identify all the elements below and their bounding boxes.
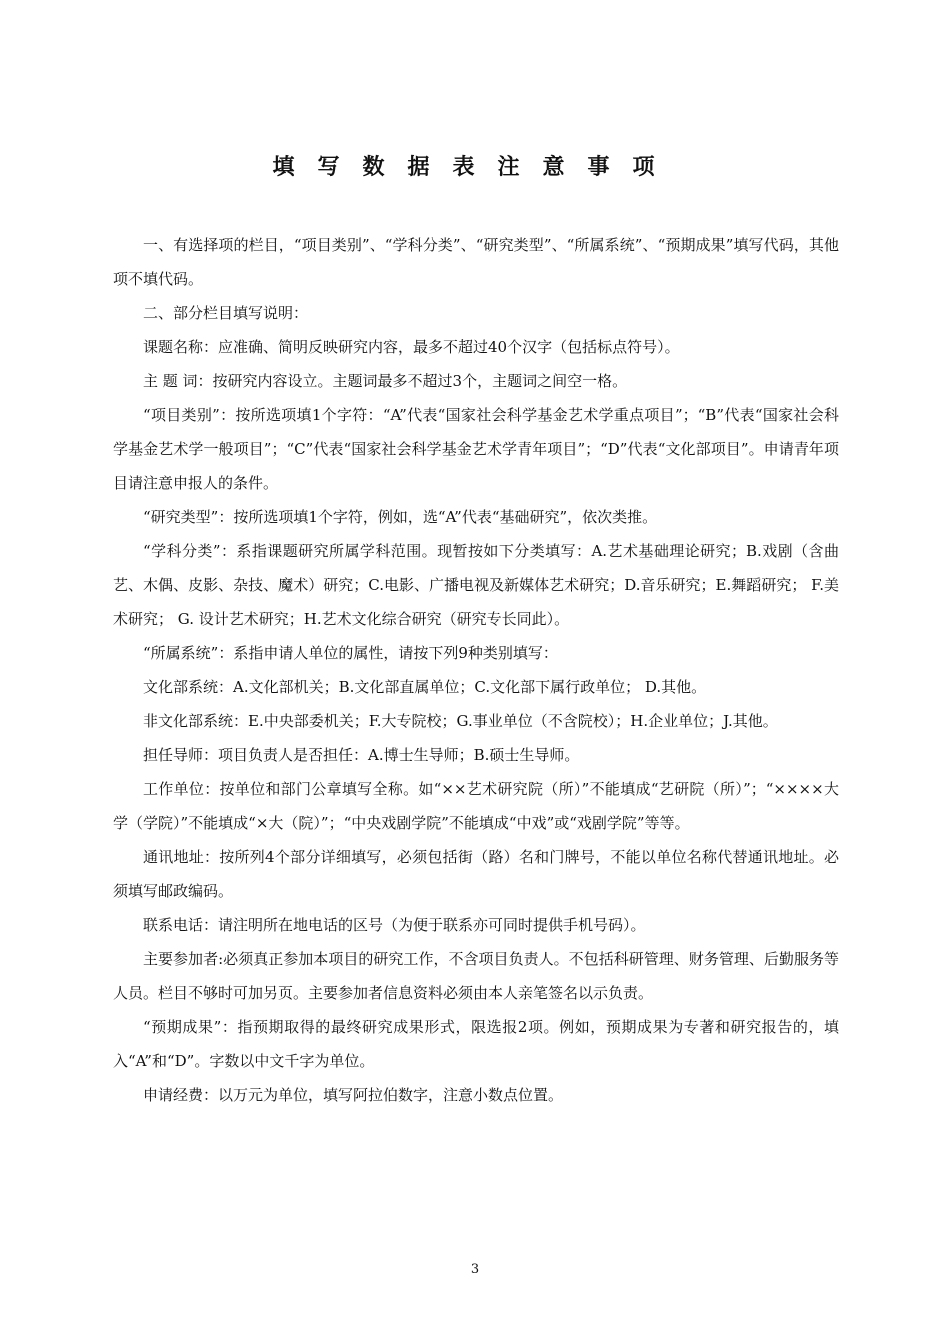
paragraph: 担任导师：项目负责人是否担任：A.博士生导师；B.硕士生导师。 <box>143 746 580 764</box>
paragraph: 课题名称：应准确、简明反映研究内容，最多不超过40个汉字（包括标点符号）。 <box>143 338 680 356</box>
paragraph: 一、有选择项的栏目，“项目类别”、“学科分类”、“研究类型”、“所属系统”、“预期成果”填写代码，其他项不填代码。 <box>113 236 839 288</box>
paragraph: “学科分类”：系指课题研究所属学科范围。现暂按如下分类填写：A.艺术基础理论研究；B.戏剧（含曲艺、木偶、皮影、杂技、魔术）研究；C.电影、广播电视及新媒体艺术研究；D.音乐研究；E.舞蹈研究； F.美术研究； G. 设计艺术研究；H.艺术文化综合研究（研究专长同此）。 <box>113 542 839 628</box>
paragraph: “项目类别”：按所选项填1个字符：“A”代表“国家社会科学基金艺术学重点项目”；“B”代表“国家社会科学基金艺术学一般项目”；“C”代表“国家社会科学基金艺术学青年项目”；“D”代表“文化部项目”。申请青年项目请注意申报人的条件。 <box>113 406 839 492</box>
page-title: 填写数据表注意事项 <box>272 155 678 180</box>
paragraph: 主 题 词：按研究内容设立。主题词最多不超过3个，主题词之间空一格。 <box>143 372 628 390</box>
paragraph: 申请经费：以万元为单位，填写阿拉伯数字，注意小数点位置。 <box>143 1086 564 1104</box>
page-number: 3 <box>470 1262 480 1277</box>
paragraph: 联系电话：请注明所在地电话的区号（为便于联系亦可同时提供手机号码）。 <box>143 916 646 934</box>
document-body <box>113 228 839 1112</box>
paragraph: 文化部系统：A.文化部机关；B.文化部直属单位；C.文化部下属行政单位； D.其他。 <box>143 678 707 696</box>
paragraph: “所属系统”：系指申请人单位的属性，请按下列9种类别填写： <box>143 644 558 662</box>
paragraph: 主要参加者:必须真正参加本项目的研究工作，不含项目负责人。不包括科研管理、财务管理、后勤服务等人员。栏目不够时可加另页。主要参加者信息资料必须由本人亲笔签名以示负责。 <box>113 950 839 1002</box>
paragraph: “预期成果”：指预期取得的最终研究成果形式，限选报2项。例如，预期成果为专著和研究报告的，填入“A”和“D”。字数以中文千字为单位。 <box>113 1018 839 1070</box>
paragraph: 工作单位：按单位和部门公章填写全称。如“××艺术研究院（所）”不能填成“艺研院（所）”；“××××大学（学院）”不能填成“×大（院）”；“中央戏剧学院”不能填成“中戏”或“戏剧学院”等等。 <box>113 780 839 832</box>
paragraph: 二、部分栏目填写说明： <box>143 304 309 322</box>
paragraph: “研究类型”：按所选项填1个字符，例如，选“A”代表“基础研究”，依次类推。 <box>143 508 658 526</box>
paragraph: 非文化部系统：E.中央部委机关；F.大专院校；G.事业单位（不含院校）；H.企业单位；J.其他。 <box>143 712 778 730</box>
paragraph: 通讯地址：按所列4个部分详细填写，必须包括街（路）名和门牌号，不能以单位名称代替通讯地址。必须填写邮政编码。 <box>113 848 839 900</box>
